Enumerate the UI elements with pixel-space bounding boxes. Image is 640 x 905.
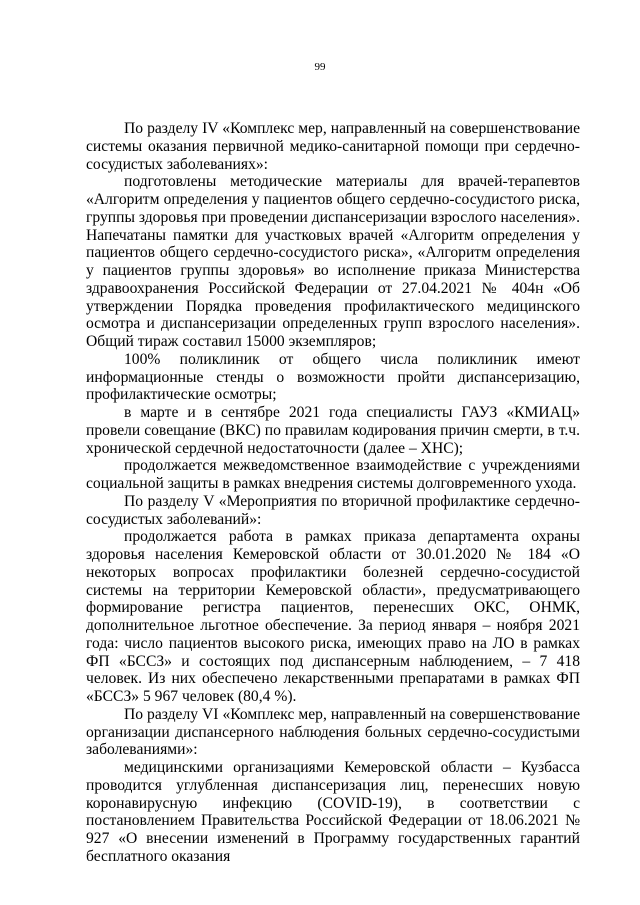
paragraph-information-stands: 100% поликлиник от общего числа поликлиник имеют информационные стенды о возможности пройти диспансеризацию, профилактические осмотры; xyxy=(86,350,580,404)
page-number: 99 xyxy=(314,61,326,73)
paragraph-section-iv-heading: По разделу IV «Комплекс мер, направленный на совершенствование системы оказания первичной медико-санитарной помощи при сердечно-сосудистых заболеваниях»: xyxy=(86,120,580,173)
paragraph-vks-meeting: в марте и в сентябре 2021 года специалисты ГАУЗ «КМИАЦ» провели совещание (ВКС) по правилам кодирования причин смерти, в т.ч. хронической сердечной недостаточности (далее – ХНС); xyxy=(86,404,580,457)
paragraph-interagency-cooperation: продолжается межведомственное взаимодействие с учреждениями социальной защиты в рамках внедрения системы долговременного ухода. xyxy=(86,457,580,492)
paragraph-covid-dispensarization: медицинскими организациями Кемеровской области – Кузбасса проводится углубленная диспансеризация лиц, перенесших новую коронавирусную инфекцию (COVID-19), в соответствии с постановлением Правительства Российской Федерации от 18.06.2021 № 927 «О внесении изменений в Программу государственных гарантий бесплатного оказания xyxy=(86,759,580,865)
document-body xyxy=(86,120,580,866)
paragraph-order-184: продолжается работа в рамках приказа департамента охраны здоровья населения Кемеровской области от 30.01.2020 № 184 «О некоторых вопросах профилактики болезней сердечно-сосудистой системы на территории Кемеровской области», предусматривающего формирование регистра пациентов, перенесших ОКС, ОНМК, дополнительное льготное обеспечение. За период января – ноября 2021 года: число пациентов высокого риска, имеющих право на ЛО в рамках ФП «БССЗ» и состоящих под диспансерным наблюдением, – 7 418 человек. Из них обеспечено лекарственными препаратами в рамках ФП «БССЗ» 5 967 человек (80,4 %). xyxy=(86,528,580,705)
paragraph-methodical-materials: подготовлены методические материалы для врачей-терапевтов «Алгоритм определения у пациентов общего сердечно-сосудистого риска, группы здоровья при проведении диспансеризации взрослого населения». Напечатаны памятки для участковых врачей «Алгоритм определения у пациентов общего сердечно-сосудистого риска», «Алгоритм определения у пациентов группы здоровья» во исполнение приказа Министерства здравоохранения Российской Федерации от 27.04.2021 № 404н «Об утверждении Порядка проведения профилактического медицинского осмотра и диспансеризации определенных групп взрослого населения». Общий тираж составил 15000 экземпляров; xyxy=(86,173,580,350)
paragraph-section-vi-heading: По разделу VI «Комплекс мер, направленный на совершенствование организации диспансерного наблюдения больных сердечно-сосудистыми заболеваниями»: xyxy=(86,705,580,759)
paragraph-section-v-heading: По разделу V «Мероприятия по вторичной профилактике сердечно-сосудистых заболеваний»: xyxy=(86,492,580,528)
